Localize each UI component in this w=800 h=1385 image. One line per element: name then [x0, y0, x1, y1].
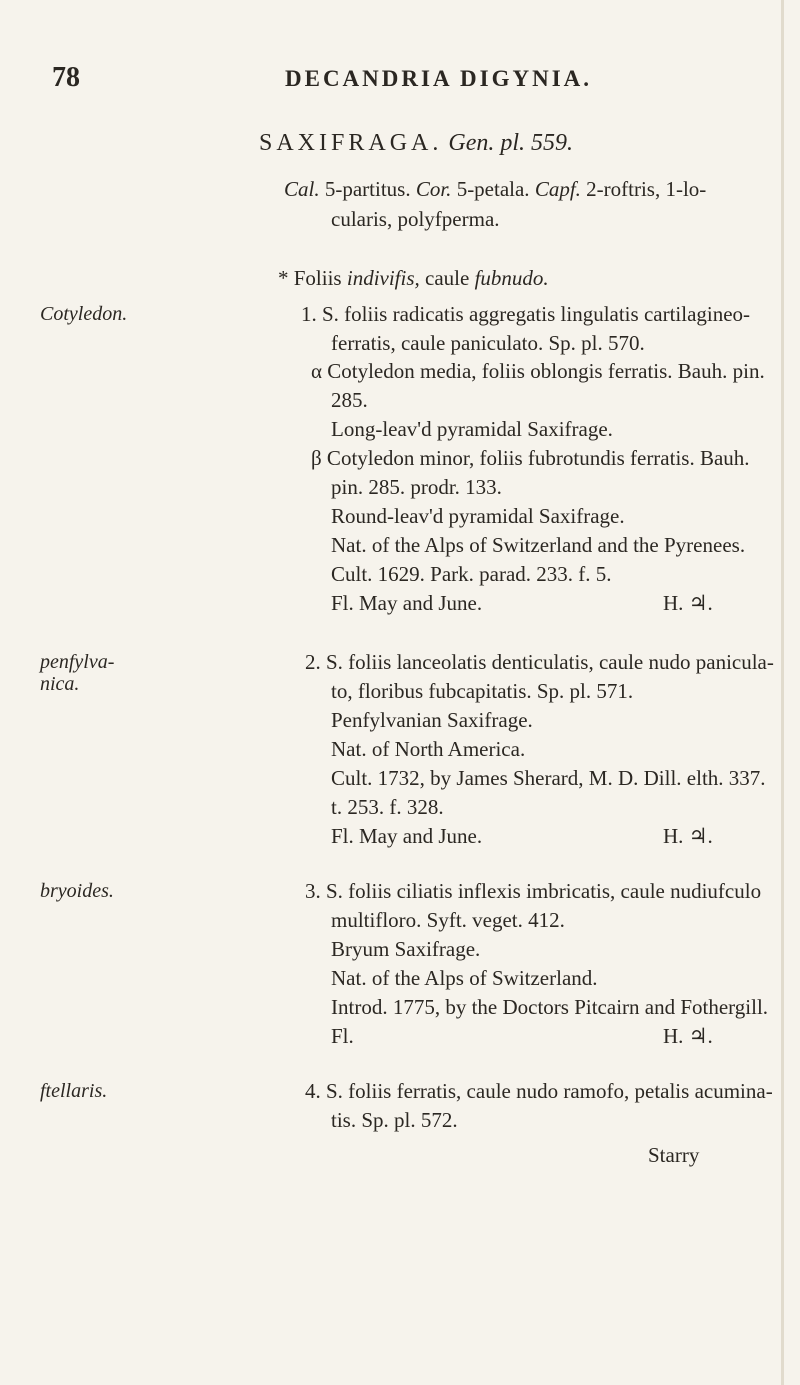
species-line: 1. S. foliis radicatis aggregatis lingulatis cartilagineo- — [301, 302, 751, 326]
species-line: t. 253. f. 328. — [331, 795, 444, 819]
species-line: Fl. May and June. — [331, 591, 483, 615]
genus-characters-cont: cularis, polyfperma. — [331, 207, 500, 231]
species-line: Introd. 1775, by the Doctors Pitcairn and Fothergill. — [331, 995, 769, 1019]
species-line: ferratis, caule paniculato. Sp. pl. 570. — [331, 331, 645, 355]
species-line: tis. Sp. pl. 572. — [331, 1108, 458, 1132]
species-line: Bryum Saxifrage. — [331, 937, 481, 961]
running-head: DECANDRIA DIGYNIA. — [285, 66, 593, 91]
species-line: α Cotyledon media, foliis oblongis ferratis. Bauh. pin. — [311, 359, 765, 383]
species-line: Fl. May and June. — [331, 824, 483, 848]
species-line: Nat. of North America. — [331, 737, 526, 761]
margin-name-bryoides: bryoides. — [40, 880, 114, 902]
species-line: Fl. — [331, 1024, 354, 1048]
page-header — [0, 62, 800, 102]
species-line: pin. 285. prodr. 133. — [331, 475, 502, 499]
species-line: Round-leav'd pyramidal Saxifrage. — [331, 504, 625, 528]
habit-mark: H. ♃. — [663, 591, 713, 615]
section-heading: * Foliis indivifis, caule fubnudo. — [278, 266, 549, 290]
habit-mark: H. ♃. — [663, 1024, 713, 1048]
species-line: β Cotyledon minor, foliis fubrotundis ferratis. Bauh. — [311, 446, 750, 470]
species-line: Cult. 1629. Park. parad. 233. f. 5. — [331, 562, 612, 586]
genus-characters: Cal. 5-partitus. Cor. 5-petala. Capf. 2-roftris, 1-lo- — [284, 177, 707, 201]
species-line: multifloro. Syft. veget. 412. — [331, 908, 565, 932]
species-line: 4. S. foliis ferratis, caule nudo ramofo, petalis acumina- — [305, 1079, 773, 1103]
species-line: Long-leav'd pyramidal Saxifrage. — [331, 417, 613, 441]
species-line: 2. S. foliis lanceolatis denticulatis, caule nudo panicula- — [305, 650, 774, 674]
margin-name-cotyledon: Cotyledon. — [40, 303, 128, 325]
catchword: Starry — [648, 1143, 700, 1167]
margin-name-ftellaris: ftellaris. — [40, 1080, 108, 1102]
genus-heading — [259, 130, 573, 157]
species-line: 285. — [331, 388, 368, 412]
genus-name: SAXIFRAGA. — [259, 130, 443, 156]
page-edge-shadow — [781, 0, 784, 1385]
species-line: Cult. 1732, by James Sherard, M. D. Dill. elth. 337. — [331, 766, 766, 790]
species-line: Nat. of the Alps of Switzerland and the Pyrenees. — [331, 533, 746, 557]
habit-mark: H. ♃. — [663, 824, 713, 848]
species-line: 3. S. foliis ciliatis inflexis imbricatis, caule nudiufculo — [305, 879, 762, 903]
species-line: to, floribus fubcapitatis. Sp. pl. 571. — [331, 679, 634, 703]
margin-name-penfylvanica: penfylva- nica. — [40, 651, 115, 695]
genus-reference: Gen. pl. 559. — [448, 130, 574, 156]
species-line: Nat. of the Alps of Switzerland. — [331, 966, 598, 990]
species-line: Penfylvanian Saxifrage. — [331, 708, 533, 732]
page-number: 78 — [52, 62, 80, 93]
